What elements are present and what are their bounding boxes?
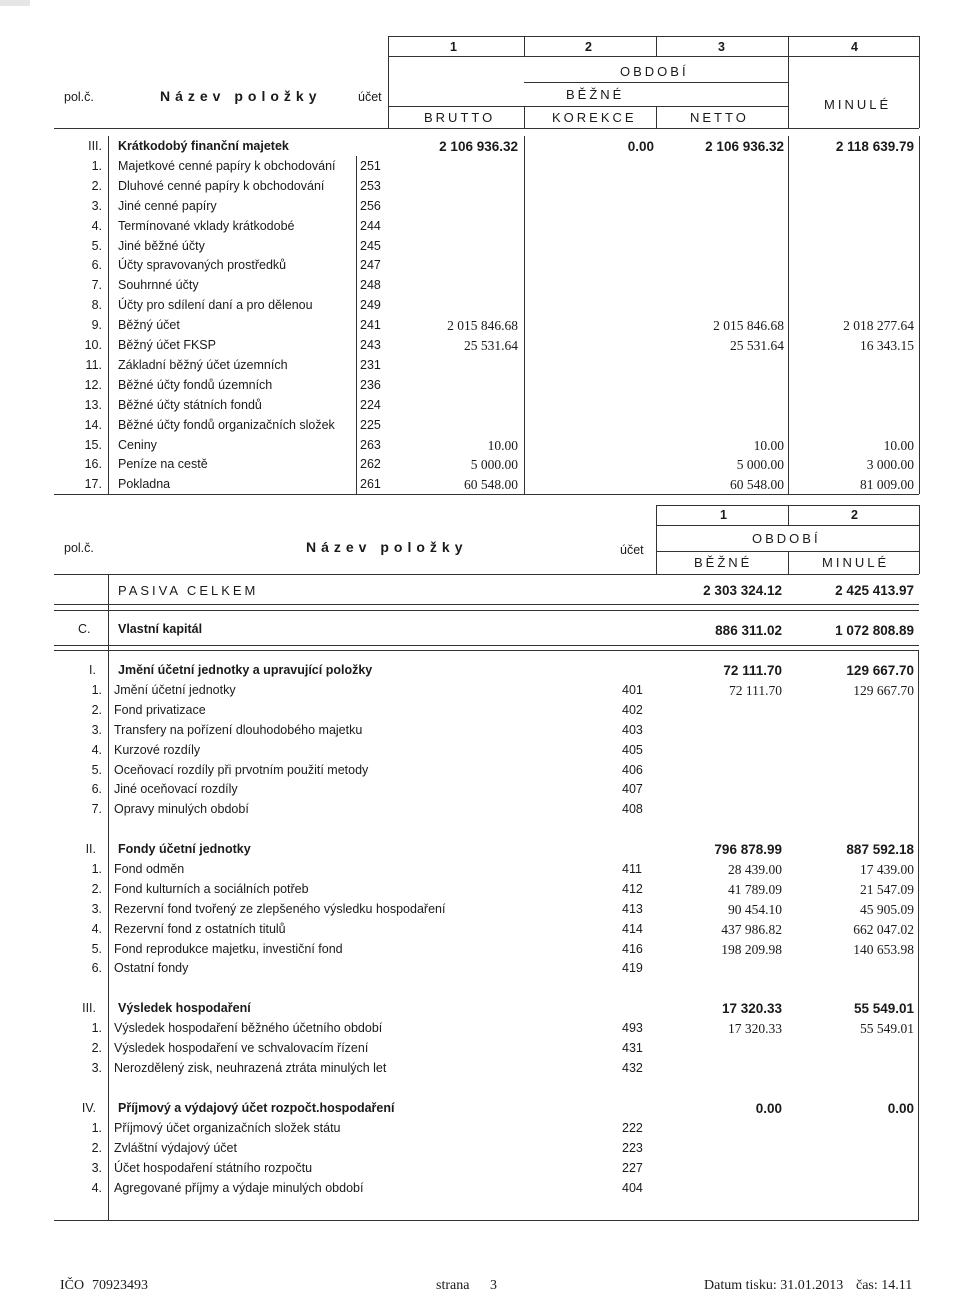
- vlastni-kapital-minule: 1 072 808.89: [835, 623, 914, 638]
- row-name: Transfery na pořízení dlouhodobého majetku: [114, 723, 363, 737]
- row-number: 13.: [84, 398, 102, 412]
- row-account: 419: [622, 961, 643, 975]
- row-name: Fond kulturních a sociálních potřeb: [114, 882, 309, 896]
- obdobi-header: OBDOBÍ: [620, 64, 689, 79]
- print-time: čas: 14.11: [856, 1278, 913, 1293]
- row-number: 4.: [91, 743, 102, 757]
- row-number: III.: [88, 139, 102, 153]
- row-number: 5.: [91, 239, 102, 253]
- row-account: 236: [360, 378, 381, 392]
- row-number: 2.: [91, 1041, 102, 1055]
- group-minule: 129 667.70: [846, 663, 914, 678]
- row-name: Majetkové cenné papíry k obchodování: [118, 159, 336, 173]
- row-number: 1.: [91, 683, 102, 697]
- row-number: 12.: [84, 378, 102, 392]
- bezne-header: BĚŽNÉ: [566, 87, 625, 102]
- group-bezne: 72 111.70: [723, 663, 782, 678]
- row-account: 408: [622, 802, 643, 816]
- row-account: 223: [622, 1141, 643, 1155]
- row-number: 3.: [91, 1061, 102, 1075]
- row-name: Krátkodobý finanční majetek: [118, 139, 289, 153]
- row-minule: 2 118 639.79: [835, 139, 914, 154]
- group-name: Fondy účetní jednotky: [118, 842, 251, 856]
- row-minule: 662 047.02: [853, 922, 914, 937]
- row-account: 251: [360, 159, 381, 173]
- group-name: Příjmový a výdajový účet rozpočt.hospodaření: [118, 1101, 395, 1115]
- group-bezne: 17 320.33: [721, 1001, 782, 1016]
- pasiva-celkem-bezne: 2 303 324.12: [703, 583, 782, 598]
- row-name: Peníze na cestě: [118, 457, 208, 471]
- row-bezne: 72 111.70: [729, 683, 782, 698]
- row-account: 432: [622, 1061, 643, 1075]
- row-number: 8.: [91, 298, 102, 312]
- pasiva-celkem-label: PASIVA CELKEM: [118, 583, 259, 598]
- row-number: 2.: [91, 179, 102, 193]
- row-name: Účty spravovaných prostředků: [118, 258, 287, 272]
- vlastni-kapital-pol: C.: [78, 622, 91, 636]
- row-account: 248: [360, 278, 381, 292]
- row-number: 10.: [84, 338, 102, 352]
- row-name: Fond reprodukce majetku, investiční fond: [114, 942, 343, 956]
- row-account: 413: [622, 902, 643, 916]
- row-netto: 2 106 936.32: [705, 139, 784, 154]
- group-name: Výsledek hospodaření: [118, 1001, 251, 1015]
- vlastni-kapital-name: Vlastní kapitál: [118, 622, 203, 636]
- group-bezne: 796 878.99: [714, 842, 782, 857]
- row-name: Ostatní fondy: [114, 961, 189, 975]
- row-number: 2.: [91, 1141, 102, 1155]
- pasiva-minule-header: MINULÉ: [822, 555, 890, 570]
- row-bezne: 17 320.33: [728, 1021, 782, 1036]
- row-account: 414: [622, 922, 643, 936]
- row-account: 431: [622, 1041, 643, 1055]
- row-number: 16.: [84, 457, 102, 471]
- row-name: Základní běžný účet územních: [118, 358, 288, 372]
- row-account: 222: [622, 1121, 643, 1135]
- row-brutto: 2 015 846.68: [447, 318, 518, 333]
- row-number: 9.: [91, 318, 102, 332]
- pasiva-nazev-header: Název položky: [306, 539, 468, 555]
- row-minule: 3 000.00: [866, 457, 914, 472]
- vlastni-kapital-bezne: 886 311.02: [715, 623, 782, 638]
- row-netto: 5 000.00: [736, 457, 784, 472]
- pasiva-col-2-number: 2: [851, 508, 858, 522]
- row-name: Jiné oceňovací rozdíly: [114, 782, 238, 796]
- row-netto: 10.00: [753, 438, 784, 453]
- row-brutto: 25 531.64: [464, 338, 518, 353]
- row-account: 405: [622, 743, 643, 757]
- row-name: Kurzové rozdíly: [114, 743, 201, 757]
- strana-value: 3: [490, 1278, 497, 1293]
- row-name: Běžný účet FKSP: [118, 338, 216, 352]
- row-name: Běžné účty státních fondů: [118, 398, 262, 412]
- row-number: 3.: [91, 723, 102, 737]
- row-number: 5.: [91, 942, 102, 956]
- row-name: Ceniny: [118, 438, 157, 452]
- row-name: Pokladna: [118, 477, 171, 491]
- row-account: 249: [360, 298, 381, 312]
- row-minule: 140 653.98: [853, 942, 914, 957]
- pasiva-ucet-header: účet: [620, 543, 644, 557]
- row-account: 404: [622, 1181, 643, 1195]
- row-name: Fond privatizace: [114, 703, 206, 717]
- row-name: Výsledek hospodaření běžného účetního období: [114, 1021, 383, 1035]
- group-number: I.: [89, 663, 96, 677]
- row-name: Souhrnné účty: [118, 278, 199, 292]
- pasiva-bezne-header: BĚŽNÉ: [694, 555, 753, 570]
- group-number: III.: [82, 1001, 96, 1015]
- row-netto: 25 531.64: [730, 338, 784, 353]
- row-account: 262: [360, 457, 381, 471]
- row-number: 6.: [91, 782, 102, 796]
- row-number: 5.: [91, 763, 102, 777]
- row-bezne: 437 986.82: [721, 922, 782, 937]
- pasiva-pol-header: pol.č.: [64, 541, 94, 555]
- row-minule: 129 667.70: [853, 683, 914, 698]
- row-number: 1.: [91, 862, 102, 876]
- row-account: 493: [622, 1021, 643, 1035]
- row-name: Výsledek hospodaření ve schvalovacím řízení: [114, 1041, 369, 1055]
- row-minule: 45 905.09: [860, 902, 914, 917]
- pasiva-col-1-number: 1: [720, 508, 727, 522]
- row-number: 1.: [91, 159, 102, 173]
- row-number: 15.: [84, 438, 102, 452]
- row-name: Zvláštní výdajový účet: [114, 1141, 237, 1155]
- row-account: 241: [360, 318, 381, 332]
- row-name: Běžné účty fondů územních: [118, 378, 273, 392]
- row-account: 263: [360, 438, 381, 452]
- row-minule: 2 018 277.64: [843, 318, 914, 333]
- group-minule: 55 549.01: [853, 1001, 914, 1016]
- row-account: 401: [622, 683, 643, 697]
- group-minule: 0.00: [887, 1101, 914, 1116]
- row-account: 244: [360, 219, 381, 233]
- row-account: 402: [622, 703, 643, 717]
- row-number: 6.: [91, 961, 102, 975]
- row-number: 3.: [91, 902, 102, 916]
- row-name: Rezervní fond z ostatních titulů: [114, 922, 286, 936]
- row-account: 224: [360, 398, 381, 412]
- row-brutto: 2 106 936.32: [439, 139, 518, 154]
- row-name: Dluhové cenné papíry k obchodování: [118, 179, 325, 193]
- row-account: 253: [360, 179, 381, 193]
- row-bezne: 90 454.10: [728, 902, 782, 917]
- row-minule: 21 547.09: [860, 882, 914, 897]
- row-minule: 16 343.15: [860, 338, 914, 353]
- row-minule: 10.00: [883, 438, 914, 453]
- row-bezne: 41 789.09: [728, 882, 782, 897]
- row-account: 256: [360, 199, 381, 213]
- row-name: Běžný účet: [118, 318, 180, 332]
- row-name: Nerozdělený zisk, neuhrazená ztráta minulých let: [114, 1061, 387, 1075]
- row-number: 11.: [85, 358, 102, 372]
- row-number: 2.: [91, 882, 102, 896]
- pol-header: pol.č.: [64, 90, 94, 104]
- row-brutto: 60 548.00: [464, 477, 518, 492]
- row-number: 14.: [84, 418, 102, 432]
- row-number: 4.: [91, 922, 102, 936]
- row-number: 4.: [91, 1181, 102, 1195]
- row-name: Účet hospodaření státního rozpočtu: [114, 1161, 313, 1175]
- row-name: Opravy minulých období: [114, 802, 249, 816]
- row-number: 7.: [91, 802, 102, 816]
- row-account: 247: [360, 258, 381, 272]
- row-netto: 60 548.00: [730, 477, 784, 492]
- row-brutto: 5 000.00: [470, 457, 518, 472]
- row-account: 227: [622, 1161, 643, 1175]
- print-date: Datum tisku: 31.01.2013: [704, 1278, 844, 1293]
- nazev-header: Název položky: [160, 88, 322, 104]
- row-minule: 17 439.00: [860, 862, 914, 877]
- col-2-number: 2: [585, 40, 592, 54]
- ucet-header: účet: [358, 90, 382, 104]
- row-number: 2.: [91, 703, 102, 717]
- row-name: Agregované příjmy a výdaje minulých období: [114, 1181, 364, 1195]
- group-bezne: 0.00: [755, 1101, 782, 1116]
- group-minule: 887 592.18: [846, 842, 914, 857]
- group-name: Jmění účetní jednotky a upravující položky: [118, 663, 373, 677]
- row-account: 261: [360, 477, 381, 491]
- row-number: 4.: [91, 219, 102, 233]
- row-number: 17.: [84, 477, 102, 491]
- row-bezne: 28 439.00: [728, 862, 782, 877]
- row-netto: 2 015 846.68: [713, 318, 784, 333]
- col-1-number: 1: [450, 40, 457, 54]
- row-name: Běžné účty fondů organizačních složek: [118, 418, 335, 432]
- netto-header: NETTO: [690, 110, 749, 125]
- col-4-number: 4: [851, 40, 858, 54]
- row-name: Oceňovací rozdíly při prvotním použití metody: [114, 763, 369, 777]
- row-minule: 81 009.00: [860, 477, 914, 492]
- row-bezne: 198 209.98: [721, 942, 782, 957]
- row-brutto: 10.00: [487, 438, 518, 453]
- row-account: 403: [622, 723, 643, 737]
- row-name: Jmění účetní jednotky: [114, 683, 236, 697]
- row-account: 411: [622, 862, 642, 876]
- row-account: 412: [622, 882, 643, 896]
- pasiva-obdobi-header: OBDOBÍ: [752, 531, 821, 546]
- row-account: 245: [360, 239, 381, 253]
- ico-label: IČO: [60, 1278, 85, 1293]
- row-name: Jiné cenné papíry: [118, 199, 217, 213]
- ico-value: 70923493: [92, 1278, 148, 1293]
- row-account: 416: [622, 942, 643, 956]
- row-number: 3.: [91, 1161, 102, 1175]
- pasiva-celkem-minule: 2 425 413.97: [835, 583, 914, 598]
- row-number: 1.: [91, 1021, 102, 1035]
- row-account: 231: [360, 358, 381, 372]
- col-3-number: 3: [718, 40, 725, 54]
- row-account: 406: [622, 763, 643, 777]
- row-minule: 55 549.01: [860, 1021, 914, 1036]
- row-number: 1.: [91, 1121, 102, 1135]
- row-korekce: 0.00: [627, 139, 654, 154]
- row-name: Jiné běžné účty: [118, 239, 205, 253]
- minule-header: MINULÉ: [824, 97, 892, 112]
- row-account: 243: [360, 338, 381, 352]
- row-number: 7.: [91, 278, 102, 292]
- brutto-header: BRUTTO: [424, 110, 496, 125]
- row-name: Účty pro sdílení daní a pro dělenou: [118, 298, 313, 312]
- row-name: Fond odměn: [114, 862, 185, 876]
- strana-label: strana: [436, 1278, 470, 1293]
- korekce-header: KOREKCE: [552, 110, 637, 125]
- row-account: 225: [360, 418, 381, 432]
- scan-mark: [0, 0, 30, 6]
- row-name: Rezervní fond tvořený ze zlepšeného výsledku hospodaření: [114, 902, 446, 916]
- row-name: Příjmový účet organizačních složek státu: [114, 1121, 341, 1135]
- row-number: 6.: [91, 258, 102, 272]
- group-number: IV.: [81, 1101, 96, 1115]
- row-name: Termínované vklady krátkodobé: [118, 219, 295, 233]
- row-account: 407: [622, 782, 643, 796]
- group-number: II.: [85, 842, 96, 856]
- row-number: 3.: [91, 199, 102, 213]
